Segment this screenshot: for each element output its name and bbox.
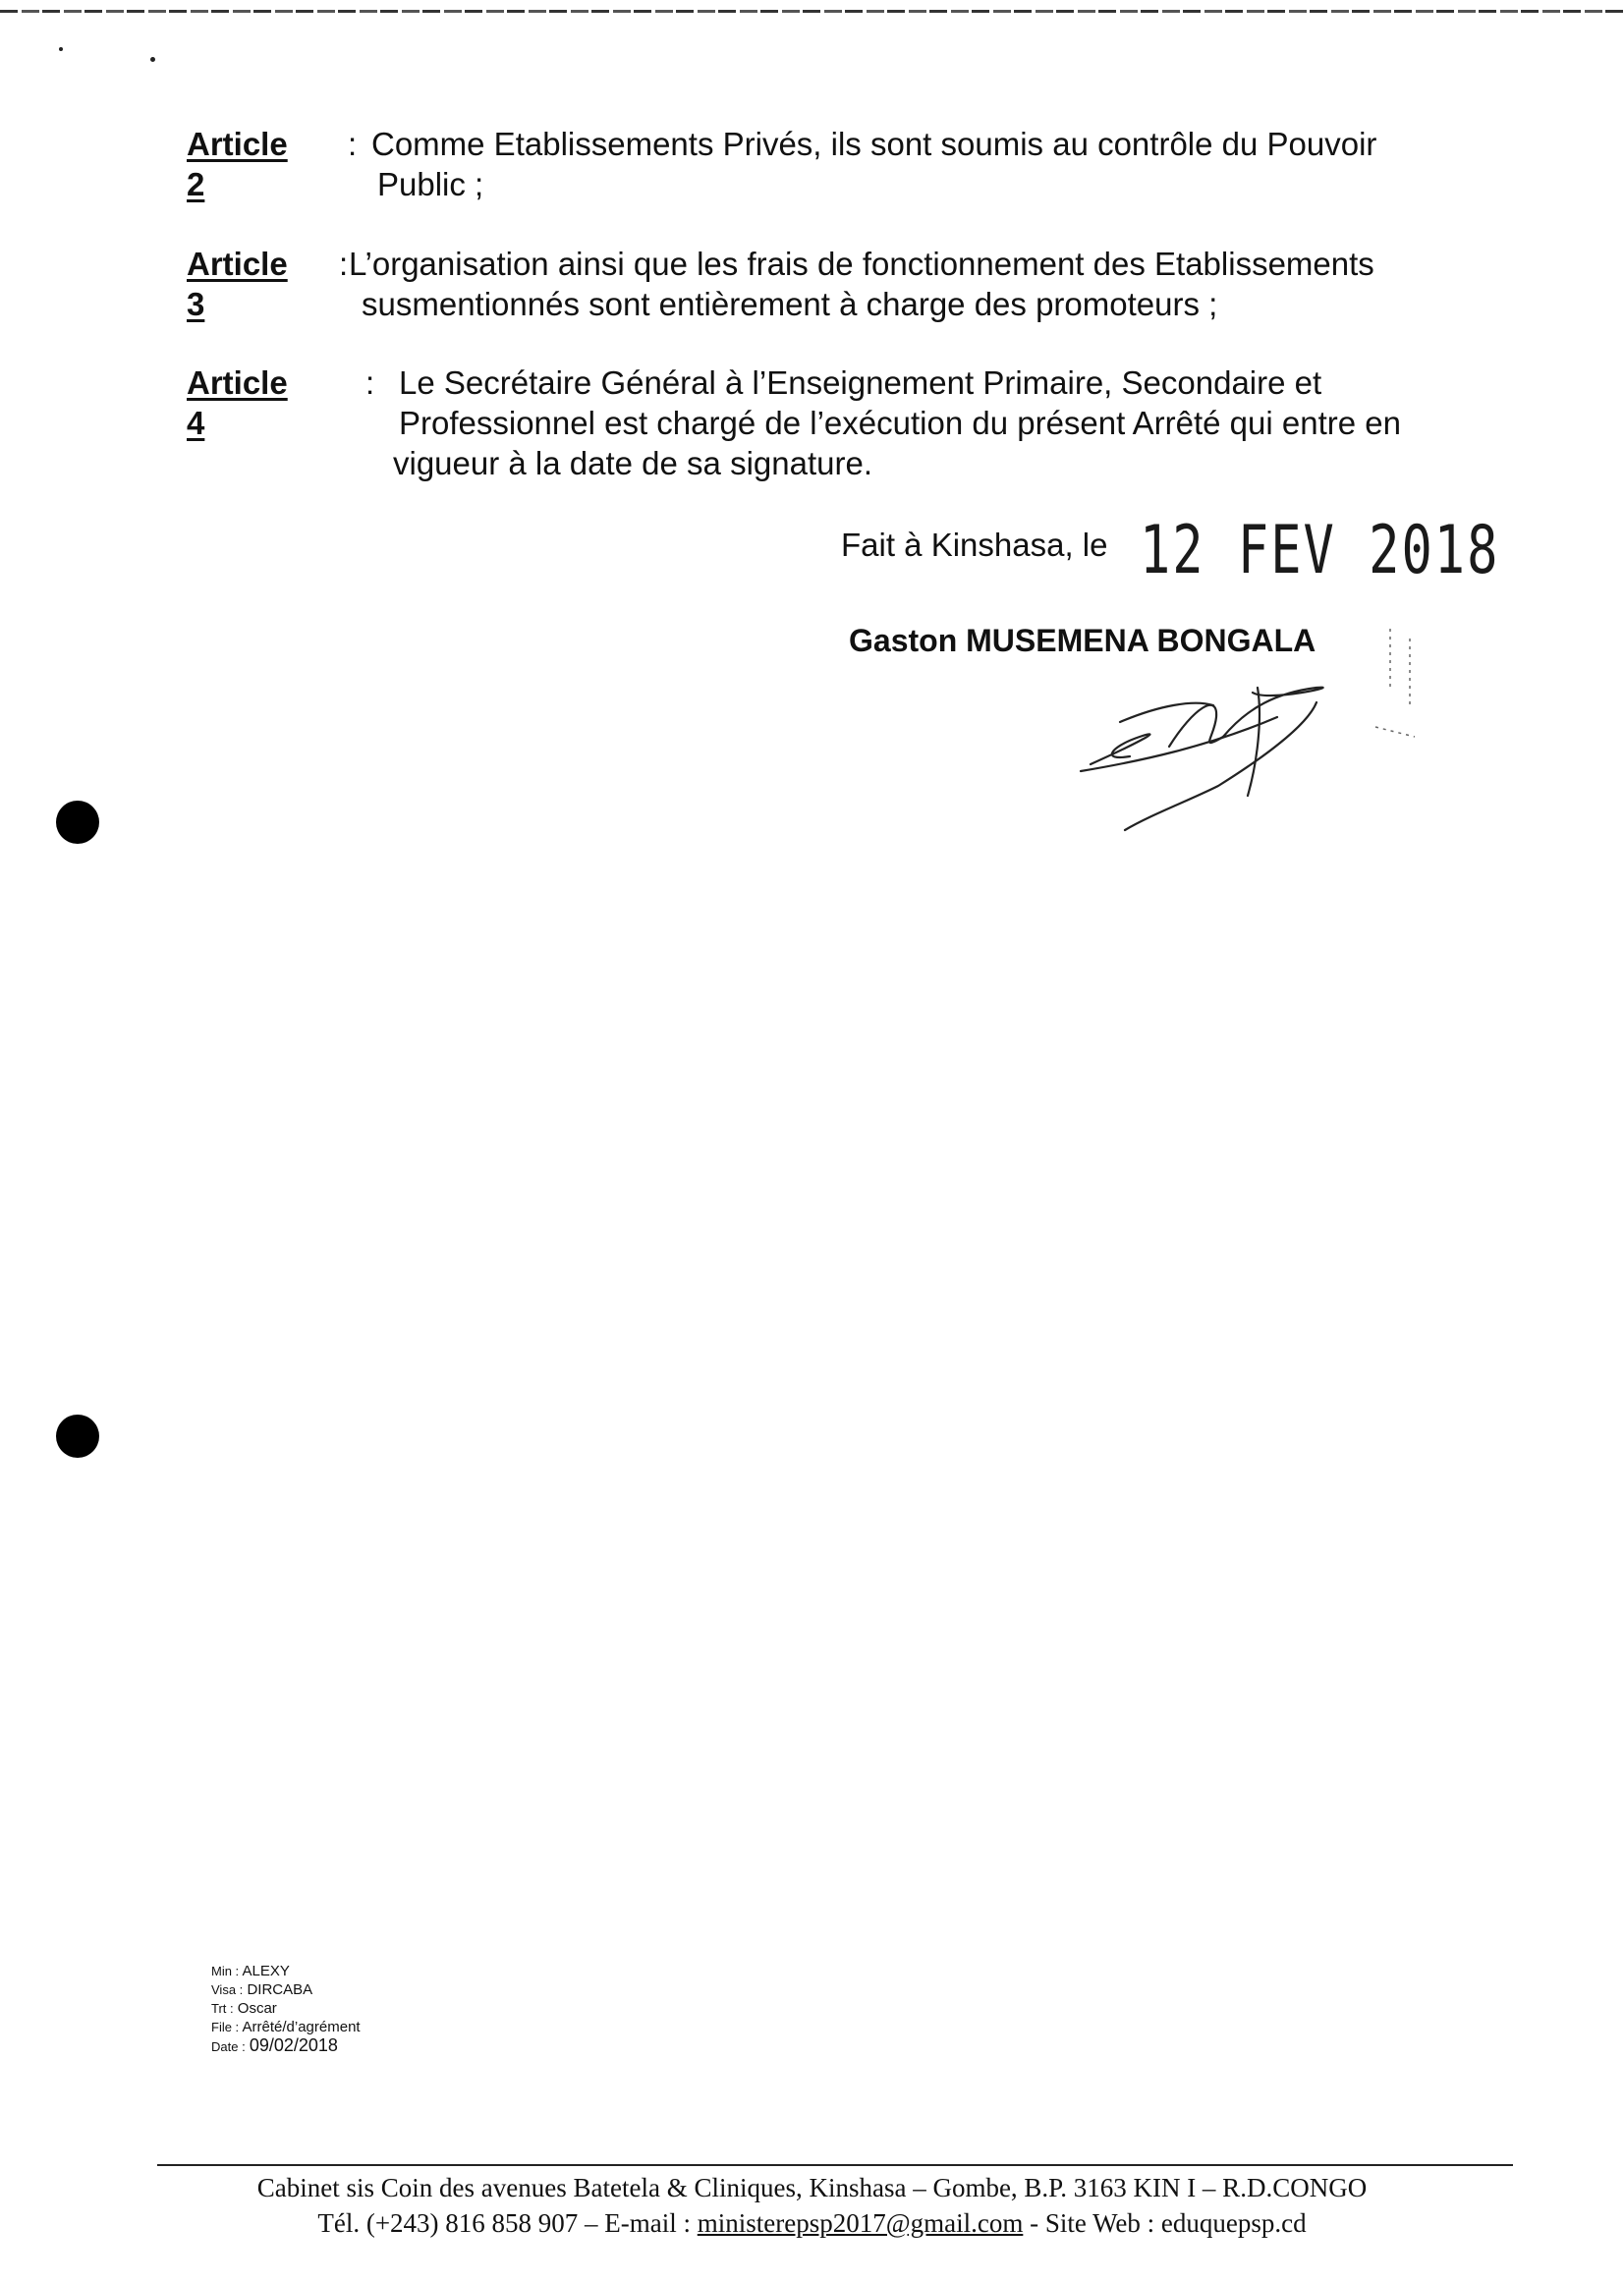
reference-key: Date : bbox=[211, 2039, 246, 2054]
scan-top-border bbox=[0, 10, 1624, 13]
handwritten-signature bbox=[1022, 589, 1434, 845]
article-text-line: Le Secrétaire Général à l’Enseignement Primaire, Secondaire et bbox=[399, 364, 1322, 401]
reference-key: Visa : bbox=[211, 1982, 244, 1997]
email-link[interactable]: ministerepsp2017@gmail.com bbox=[697, 2208, 1024, 2238]
article-text-line: Public ; bbox=[377, 166, 484, 202]
reference-row bbox=[211, 1999, 361, 2018]
reference-key: Min : bbox=[211, 1964, 240, 1978]
article-text-line: L’organisation ainsi que les frais de fonctionnement des Etablissements bbox=[349, 246, 1374, 282]
article-label: Article 4 bbox=[187, 364, 288, 441]
article-label: Article 3 bbox=[187, 246, 288, 322]
article-text-line: Comme Etablissements Privés, ils sont soumis au contrôle du Pouvoir bbox=[371, 126, 1377, 162]
reference-value: Arrêté/d’agrément bbox=[242, 2019, 361, 2035]
footer-divider bbox=[157, 2164, 1513, 2166]
reference-value: 09/02/2018 bbox=[249, 2035, 338, 2055]
place-and-date-label: Fait à Kinshasa, le bbox=[841, 527, 1108, 563]
reference-row bbox=[211, 1962, 361, 1980]
footer-contact bbox=[0, 2208, 1624, 2239]
punch-hole-top bbox=[56, 801, 99, 844]
reference-row bbox=[211, 1980, 361, 1999]
article-separator: : bbox=[348, 126, 358, 162]
reference-value: DIRCABA bbox=[247, 1981, 313, 1998]
article-label: Article 2 bbox=[187, 126, 288, 202]
footer-address: Cabinet sis Coin des avenues Batetela & Cliniques, Kinshasa – Gombe, B.P. 3163 KIN I – R.D.CONGO bbox=[256, 2173, 1368, 2202]
punch-hole-bottom bbox=[56, 1415, 99, 1458]
date-stamp: 12 FEV 2018 bbox=[1140, 513, 1500, 589]
article-separator: : bbox=[365, 364, 375, 401]
reference-key: File : bbox=[211, 2020, 240, 2034]
reference-key: Trt : bbox=[211, 2001, 234, 2016]
reference-value: ALEXY bbox=[242, 1963, 290, 1979]
article-text-line: Professionnel est chargé de l’exécution du présent Arrêté qui entre en bbox=[399, 405, 1401, 441]
footer-phone: Tél. (+243) 816 858 907 – E-mail : bbox=[317, 2208, 698, 2238]
scan-speck bbox=[59, 47, 63, 51]
reference-block bbox=[211, 1962, 361, 2056]
reference-row bbox=[211, 2018, 361, 2036]
website-link[interactable]: eduquepsp.cd bbox=[1160, 2208, 1307, 2238]
reference-value: Oscar bbox=[237, 2000, 277, 2017]
footer-site-label: - Site Web : bbox=[1023, 2208, 1161, 2238]
reference-row bbox=[211, 2036, 361, 2056]
scan-speck bbox=[150, 57, 155, 62]
signatory-name: Gaston MUSEMENA BONGALA bbox=[849, 623, 1316, 658]
article-text-line: susmentionnés sont entièrement à charge des promoteurs ; bbox=[362, 286, 1218, 322]
article-text-line: vigueur à la date de sa signature. bbox=[393, 445, 872, 481]
article-separator: : bbox=[339, 246, 349, 282]
